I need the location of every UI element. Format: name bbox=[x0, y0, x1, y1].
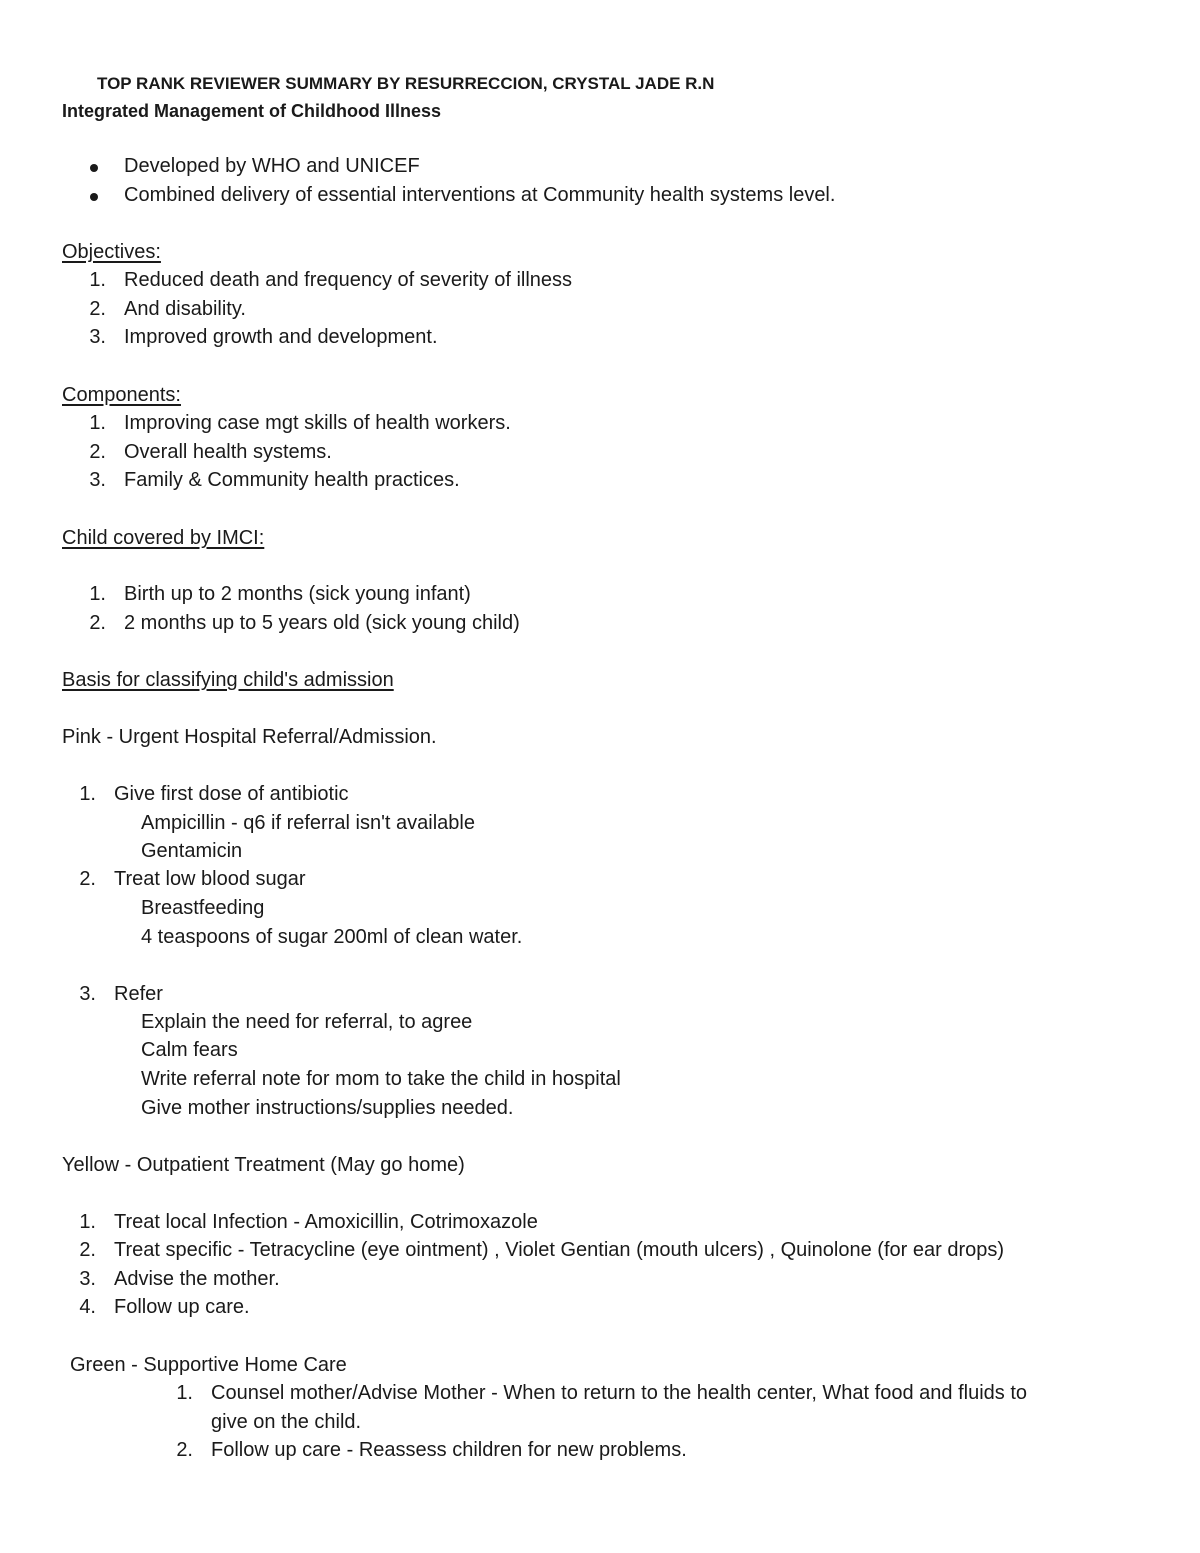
green-item: Follow up care - Reassess children for new problems. bbox=[211, 1439, 687, 1461]
list-number: 1. bbox=[89, 269, 106, 291]
pink-classification: Pink - Urgent Hospital Referral/Admission. bbox=[62, 726, 437, 748]
objective-item: Reduced death and frequency of severity of illness bbox=[124, 269, 573, 291]
document-title: Integrated Management of Childhood Illness bbox=[62, 101, 442, 121]
list-number: 3. bbox=[89, 326, 106, 348]
list-number: 3. bbox=[89, 469, 106, 491]
list-number: 3. bbox=[79, 1268, 96, 1290]
component-item: Improving case mgt skills of health workers. bbox=[124, 412, 511, 434]
list-number: 1. bbox=[79, 1211, 96, 1233]
yellow-item: Follow up care. bbox=[114, 1296, 250, 1318]
top-title: TOP RANK REVIEWER SUMMARY BY RESURRECCION, CRYSTAL JADE R.N bbox=[97, 74, 715, 93]
pink-sub-item: Explain the need for referral, to agree bbox=[141, 1011, 473, 1033]
pink-sub-item: 4 teaspoons of sugar 200ml of clean water. bbox=[141, 926, 523, 948]
objective-item: Improved growth and development. bbox=[124, 326, 438, 348]
list-number: 2. bbox=[89, 441, 106, 463]
list-number: 3. bbox=[79, 983, 96, 1005]
pink-sub-item: Breastfeeding bbox=[141, 897, 265, 919]
list-number: 1. bbox=[79, 783, 96, 805]
pink-sub-item: Give mother instructions/supplies needed. bbox=[141, 1097, 514, 1119]
objectives-heading: Objectives: bbox=[62, 241, 161, 263]
child-covered-item: 2 months up to 5 years old (sick young child) bbox=[124, 612, 520, 634]
yellow-classification: Yellow - Outpatient Treatment (May go home) bbox=[62, 1154, 465, 1176]
components-heading: Components: bbox=[62, 384, 181, 406]
child-covered-item: Birth up to 2 months (sick young infant) bbox=[124, 583, 471, 605]
pink-item: Refer bbox=[114, 983, 163, 1005]
pink-sub-item: Gentamicin bbox=[141, 840, 243, 862]
component-item: Family & Community health practices. bbox=[124, 469, 460, 491]
list-number: 1. bbox=[89, 412, 106, 434]
green-item-continued: give on the child. bbox=[211, 1411, 362, 1433]
green-classification: Green - Supportive Home Care bbox=[70, 1354, 347, 1376]
list-number: 2. bbox=[89, 298, 106, 320]
intro-bullet: Combined delivery of essential interventions at Community health systems level. bbox=[124, 184, 836, 206]
bullet-icon bbox=[90, 193, 98, 201]
yellow-item: Treat local Infection - Amoxicillin, Cotrimoxazole bbox=[114, 1211, 538, 1233]
green-item: Counsel mother/Advise Mother - When to return to the health center, What food and fluids to bbox=[211, 1382, 1027, 1404]
list-number: 2. bbox=[79, 1239, 96, 1261]
yellow-item: Advise the mother. bbox=[114, 1268, 280, 1290]
list-number: 1. bbox=[176, 1382, 193, 1404]
list-number: 2. bbox=[79, 868, 96, 890]
pink-sub-item: Ampicillin - q6 if referral isn't available bbox=[141, 812, 475, 834]
pink-item: Treat low blood sugar bbox=[114, 868, 306, 890]
bullet-icon bbox=[90, 164, 98, 172]
list-number: 2. bbox=[176, 1439, 193, 1461]
objective-item: And disability. bbox=[124, 298, 246, 320]
yellow-item: Treat specific - Tetracycline (eye ointment) , Violet Gentian (mouth ulcers) , Quinolone (for ear drops) bbox=[114, 1239, 1005, 1261]
child-covered-heading: Child covered by IMCI: bbox=[62, 527, 265, 549]
pink-sub-item: Write referral note for mom to take the child in hospital bbox=[141, 1068, 621, 1090]
list-number: 4. bbox=[79, 1296, 96, 1318]
list-number: 1. bbox=[89, 583, 106, 605]
component-item: Overall health systems. bbox=[124, 441, 332, 463]
pink-sub-item: Calm fears bbox=[141, 1039, 238, 1061]
basis-heading: Basis for classifying child's admission bbox=[62, 669, 394, 691]
list-number: 2. bbox=[89, 612, 106, 634]
pink-item: Give first dose of antibiotic bbox=[114, 783, 349, 805]
intro-bullet: Developed by WHO and UNICEF bbox=[124, 155, 420, 177]
